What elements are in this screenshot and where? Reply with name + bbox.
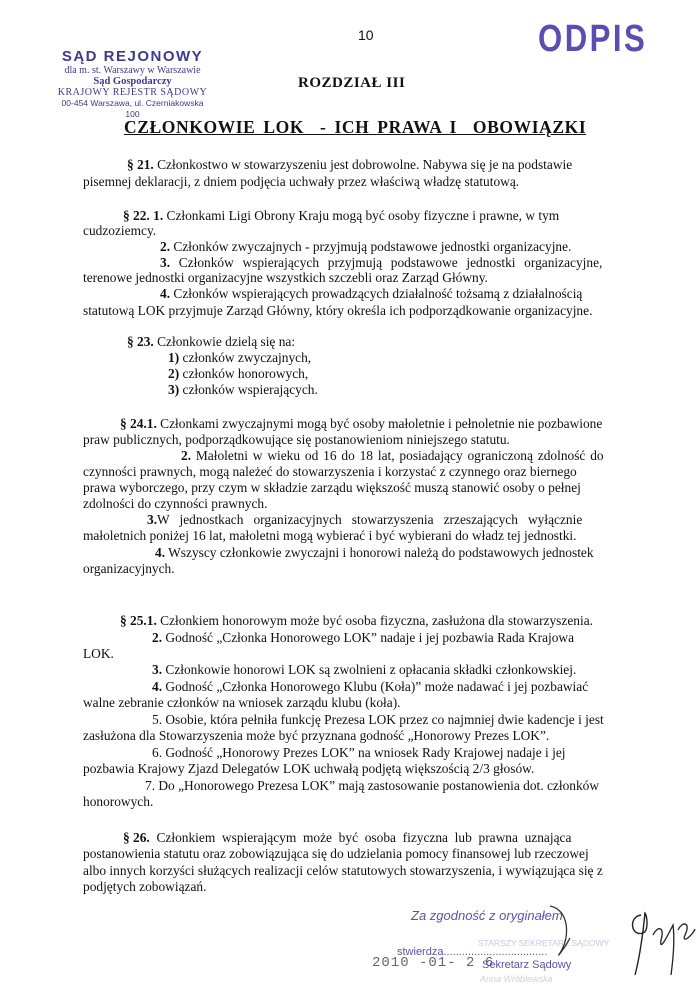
p22-text-6: Członków wspierających prowadzących działalność tożsamą z działalnością <box>170 286 583 301</box>
p22-item-2-number: 2. <box>160 239 171 254</box>
p25-number: § 25.1. <box>120 613 157 628</box>
p25-line-4 <box>152 662 576 678</box>
p22-item-4-number: 4. <box>160 286 171 301</box>
certification-stwierdza: stwierdza.................................. <box>397 946 548 958</box>
court-line-3: Sąd Gospodarczy <box>93 76 172 87</box>
p26-line-3: albo innych korzyści służących realizacji celów statutowych stowarzyszenia, i wywiązująca się z <box>83 863 603 878</box>
p25-line-11: 7. Do „Honorowego Prezesa LOK” mają zastosowanie postanowienia dot. członków <box>145 778 600 793</box>
p24-line-7 <box>147 512 582 528</box>
p25-line-1 <box>120 613 593 629</box>
p23-item-3-number: 3) <box>168 382 180 397</box>
chapter-title: ROZDZIAŁ III <box>298 75 406 91</box>
initials-signature-icon <box>540 898 580 968</box>
p24-text-1: Członkami zwyczajnymi mogą być osoby małoletnie i pełnoletnie nie pozbawione <box>156 416 603 431</box>
p22-item-3-number: 3. <box>160 255 171 270</box>
p21-line-2: pisemnej deklaracji, z dniem podjęcia uchwały przez właściwą władzę statutową. <box>83 174 520 189</box>
p22-line-5: terenowe jednostki organizacyjne wszystkich szczebli oraz Zarząd Główny. <box>83 270 488 285</box>
certification-stwierdza-label: stwierdza <box>397 946 444 958</box>
p25-line-12: honorowych. <box>83 794 154 809</box>
p24-line-10: organizacyjnych. <box>83 561 175 576</box>
p25-text-4: Członkowie honorowi LOK są zwolnieni z opłacania składki członkowskiej. <box>162 662 577 677</box>
p25-line-8: zasłużona dla Stowarzyszenia może być przyznana godność „Honorowy Prezes LOK”. <box>83 728 550 743</box>
p23-item-1-number: 1) <box>168 350 180 365</box>
p22-text-1: Członkami Ligi Obrony Kraju mogą być osoby fizyczne i prawne, w tym <box>163 208 560 223</box>
p25-line-5 <box>152 679 588 695</box>
court-line-2: dla m. st. Warszawy w Warszawie <box>64 65 201 76</box>
p22-text-4: Członków wspierających przyjmują podstawowe jednostki organizacyjne, <box>170 255 603 270</box>
p25-line-9: 6. Godność „Honorowy Prezes LOK” na wniosek Rady Krajowej nadaje i jej <box>152 745 566 760</box>
p24-item-2-number: 2. <box>181 448 192 463</box>
p24-item-4-number: 4. <box>155 545 166 560</box>
p24-line-1 <box>120 416 602 432</box>
p22-line-3 <box>160 239 571 255</box>
p22-text-3: Członków zwyczajnych - przyjmują podstawowe jednostki organizacyjne. <box>170 239 572 254</box>
p24-line-8: małoletnich poniżej 16 lat, małoletni mogą wybierać i być wybierani do władz tej jednostki. <box>83 528 577 543</box>
p23-item-3 <box>168 382 318 398</box>
p24-number: § 24.1. <box>120 416 157 431</box>
p21-number: § 21. <box>127 157 154 172</box>
p22-line-6 <box>160 286 582 302</box>
p26-line-2: postanowienia statutu oraz zobowiązująca się do udzielania pomocy finansowej lub rzeczowej <box>83 846 589 861</box>
p26-line-1 <box>123 830 571 846</box>
p22-line-4 <box>160 255 602 271</box>
p26-number: § 26. <box>123 830 150 845</box>
p23-item-2-number: 2) <box>168 366 180 381</box>
p24-line-6: zdolności do czynności prawnych. <box>83 496 268 511</box>
p25-line-3: LOK. <box>83 646 114 661</box>
p22-line-1 <box>123 208 559 224</box>
p23-item-1-text: członków zwyczajnych, <box>179 350 312 365</box>
section-heading: CZŁONKOWIE LOK - ICH PRAWA I OBOWIĄZKI <box>124 117 587 137</box>
p23-text-1: Członkowie dzielą się na: <box>153 334 296 349</box>
p25-item-4-number: 4. <box>152 679 163 694</box>
p22-line-2: cudzoziemcy. <box>83 223 157 238</box>
certification-date: 2010 -01- 2 6 <box>372 955 495 971</box>
p25-text-1: Członkiem honorowym może być osoba fizyczna, zasłużona dla stowarzyszenia. <box>156 613 593 628</box>
p24-text-9: Wszyscy członkowie zwyczajni i honorowi należą do podstawowych jednostek <box>165 545 594 560</box>
p23-number: § 23. <box>127 334 154 349</box>
court-line-5: 00-454 Warszawa, ul. Czerniakowska 100 <box>61 98 204 119</box>
p25-text-2: Godność „Członka Honorowego LOK” nadaje i jej pozbawia Rada Krajowa <box>162 630 575 645</box>
p21-line-1 <box>127 157 572 173</box>
court-line-4: KRAJOWY REJESTR SĄDOWY <box>57 87 208 98</box>
certification-name-faded: Anna Wróblewska <box>480 974 553 984</box>
certification-role: Sekretarz Sądowy <box>482 959 572 971</box>
p21-text-1: Członkostwo w stowarzyszeniu jest dobrowolne. Nabywa się je na podstawie <box>153 157 573 172</box>
p24-text-7: W jednostkach organizacyjnych stowarzyszenia zrzeszających wyłącznie <box>157 512 583 527</box>
p24-line-5: prawa wyborczego, przy czym w składzie zarządu większość muszą stanowić osoby o pełnej <box>83 480 581 495</box>
certification-role-faded: STARSZY SEKRETARZ SĄDOWY <box>478 938 610 948</box>
court-name: SĄD REJONOWY <box>61 48 204 65</box>
p23-item-2-text: członków honorowych, <box>179 366 309 381</box>
p24-item-3-number: 3. <box>147 512 158 527</box>
p24-line-9 <box>155 545 594 561</box>
page-number: 10 <box>358 27 374 43</box>
p26-line-4: podjętych zobowiązań. <box>83 879 207 894</box>
p24-line-4: czynności prawnych, mogą należeć do stowarzyszenia i korzystać z czynnego oraz biernego <box>83 464 577 479</box>
p25-line-7: 5. Osobie, która pełniła funkcję Prezesa LOK przez co najmniej dwie kadencje i jest <box>152 712 604 727</box>
p25-line-6: walne zebranie członków na wniosek zarządu klubu (koła). <box>83 695 401 710</box>
court-stamp <box>55 48 210 120</box>
p24-line-3 <box>181 448 604 464</box>
p25-item-3-number: 3. <box>152 662 163 677</box>
p23-item-2 <box>168 366 308 382</box>
certification-conformity: Za zgodność z oryginałem <box>411 908 563 923</box>
p25-item-2-number: 2. <box>152 630 163 645</box>
p24-text-3: Małoletni w wieku od 16 do 18 lat, posiadający ograniczoną zdolność do <box>191 448 604 463</box>
p22-line-7: statutową LOK przyjmuje Zarząd Główny, który określa ich podporządkowanie organizacyjne. <box>83 303 593 318</box>
p25-text-5: Godność „Członka Honorowego Klubu (Koła)” może nadawać i jej pozbawiać <box>162 679 589 694</box>
odpis-stamp: ODPIS <box>538 18 648 60</box>
p25-line-2 <box>152 630 574 646</box>
p24-line-2: praw publicznych, podporządkowujące się postanowieniom niniejszego statutu. <box>83 432 510 447</box>
p23-line-1 <box>127 334 295 350</box>
signature-icon <box>623 905 698 985</box>
p25-line-10: pozbawia Krajowy Zjazd Delegatów LOK uchwałą podjętą większością 2/3 głosów. <box>83 761 535 776</box>
p23-item-3-text: członków wspierających. <box>179 382 318 397</box>
p23-item-1 <box>168 350 311 366</box>
p26-text-1: Członkiem wspierającym może być osoba fizyczna lub prawna uznająca <box>149 830 572 845</box>
p22-number: § 22. 1. <box>123 208 164 223</box>
